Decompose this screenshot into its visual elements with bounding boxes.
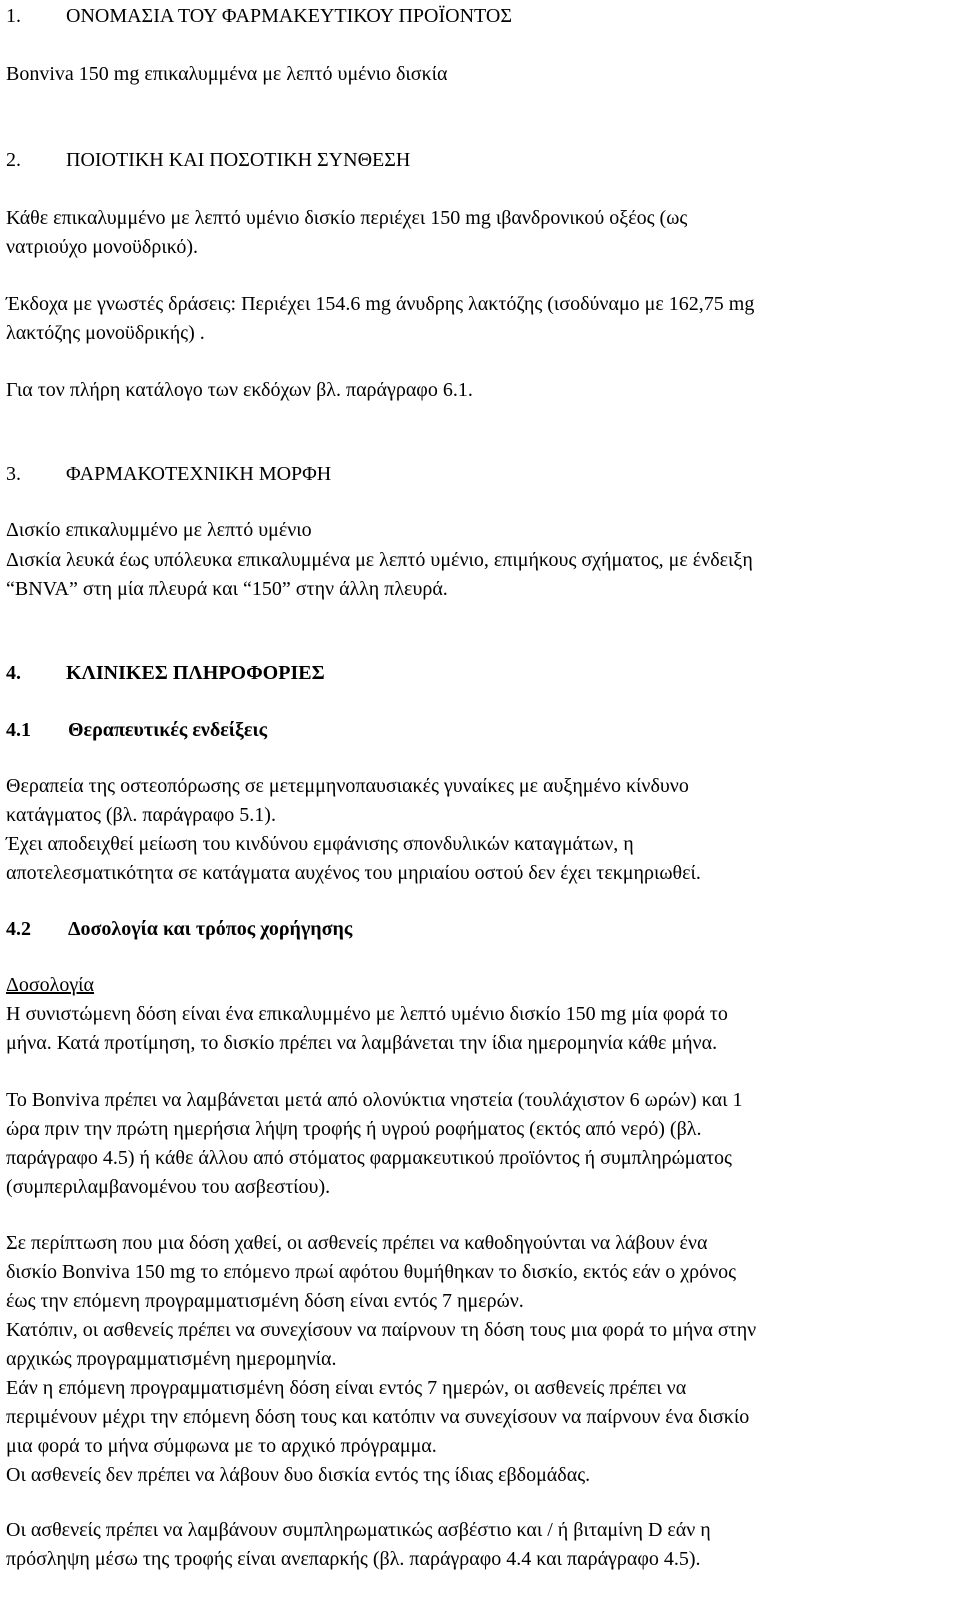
section-4-1-number: 4.1	[6, 719, 31, 741]
section-4-2-title: Δοσολογία και τρόπος χορήγησης	[68, 918, 353, 940]
paragraph-line: Κατόπιν, οι ασθενείς πρέπει να συνεχίσουν να παίρνουν τη δόση τους μια φορά το μήνα στην	[6, 1319, 757, 1341]
section-2-title: ΠΟΙΟΤΙΚΗ ΚΑΙ ΠΟΣΟΤΙΚΗ ΣΥΝΘΕΣΗ	[66, 149, 411, 171]
paragraph-line: λακτόζης μονοϋδρικής) .	[6, 322, 205, 344]
paragraph-line: Σε περίπτωση που μια δόση χαθεί, οι ασθενείς πρέπει να καθοδηγούνται να λάβουν ένα	[6, 1232, 708, 1254]
paragraph-line: μήνα. Κατά προτίμηση, το δισκίο πρέπει να λαμβάνεται την ίδια ημερομηνία κάθε μήνα.	[6, 1032, 718, 1054]
paragraph-line: Θεραπεία της οστεοπόρωσης σε μετεμμηνοπαυσιακές γυναίκες με αυξημένο κίνδυνο	[6, 775, 689, 797]
paragraph-line: Εάν η επόμενη προγραμματισμένη δόση είναι εντός 7 ημερών, οι ασθενείς πρέπει να	[6, 1377, 687, 1399]
paragraph-line: παράγραφο 4.5) ή κάθε άλλου από στόματος φαρμακευτικού προϊόντος ή συμπληρώματος	[6, 1147, 732, 1169]
paragraph-line: έως την επόμενη προγραμματισμένη δόση είναι εντός 7 ημερών.	[6, 1290, 524, 1312]
section-4-2-number: 4.2	[6, 918, 31, 940]
paragraph-line: “BNVA” στη μία πλευρά και “150” στην άλλη πλευρά.	[6, 578, 448, 600]
section-4-1-title: Θεραπευτικές ενδείξεις	[68, 719, 268, 741]
paragraph-line: Έκδοχα με γνωστές δράσεις: Περιέχει 154.6 mg άνυδρης λακτόζης (ισοδύναμο με 162,75 mg	[6, 293, 755, 315]
section-3-title: ΦΑΡΜΑΚΟΤΕΧΝΙΚΗ ΜΟΡΦΗ	[66, 463, 332, 485]
paragraph-line: Έχει αποδειχθεί μείωση του κινδύνου εμφάνισης σπονδυλικών καταγμάτων, η	[6, 833, 634, 855]
section-3-number: 3.	[6, 463, 21, 485]
section-2-number: 2.	[6, 149, 21, 171]
paragraph-line: αποτελεσματικότητα σε κατάγματα αυχένος του μηριαίου οστού δεν έχει τεκμηριωθεί.	[6, 862, 701, 884]
subheading-dosologia: Δοσολογία	[6, 974, 95, 996]
paragraph-line: νατριούχο μονοϋδρικό).	[6, 236, 199, 258]
paragraph-line: αρχικώς προγραμματισμένη ημερομηνία.	[6, 1348, 337, 1370]
paragraph-line: δισκίο Bonviva 150 mg το επόμενο πρωί αφότου θυμήθηκαν το δισκίο, εκτός εάν ο χρόνος	[6, 1261, 737, 1283]
paragraph-line: Bonviva 150 mg επικαλυμμένα με λεπτό υμένιο δισκία	[6, 63, 448, 85]
section-4-title: ΚΛΙΝΙΚΕΣ ΠΛΗΡΟΦΟΡΙΕΣ	[66, 662, 325, 684]
paragraph-line: Οι ασθενείς δεν πρέπει να λάβουν δυο δισκία εντός της ίδιας εβδομάδας.	[6, 1464, 591, 1486]
paragraph-line: περιμένουν μέχρι την επόμενη δόση τους και κατόπιν να συνεχίσουν να παίρνουν ένα δισκίο	[6, 1406, 750, 1428]
section-1-title: ΟΝΟΜΑΣΙΑ ΤΟΥ ΦΑΡΜΑΚΕΥΤΙΚΟΥ ΠΡΟΪΟΝΤΟΣ	[66, 5, 512, 27]
section-4-heading	[6, 661, 325, 685]
paragraph-line: Η συνιστώμενη δόση είναι ένα επικαλυμμένο με λεπτό υμένιο δισκίο 150 mg μία φορά το	[6, 1003, 728, 1025]
paragraph-line: Για τον πλήρη κατάλογο των εκδόχων βλ. παράγραφο 6.1.	[6, 379, 473, 401]
paragraph-line: (συμπεριλαμβανομένου του ασβεστίου).	[6, 1176, 331, 1198]
section-1-number: 1.	[6, 5, 21, 27]
paragraph-line: Κάθε επικαλυμμένο με λεπτό υμένιο δισκίο περιέχει 150 mg ιβανδρονικού οξέος (ως	[6, 207, 688, 229]
section-2-heading	[6, 148, 410, 172]
paragraph-line: Δισκίο επικαλυμμένο με λεπτό υμένιο	[6, 519, 312, 541]
section-4-2-heading	[6, 917, 352, 941]
paragraph-line: μια φορά το μήνα σύμφωνα με το αρχικό πρόγραμμα.	[6, 1435, 437, 1457]
section-4-number: 4.	[6, 662, 21, 684]
paragraph-line: κατάγματος (βλ. παράγραφο 5.1).	[6, 804, 276, 826]
paragraph-line: πρόσληψη μέσω της τροφής είναι ανεπαρκής (βλ. παράγραφο 4.4 και παράγραφο 4.5).	[6, 1548, 701, 1570]
section-1-heading	[6, 4, 512, 28]
paragraph-line: Οι ασθενείς πρέπει να λαμβάνουν συμπληρωματικώς ασβέστιο και / ή βιταμίνη D εάν η	[6, 1519, 711, 1541]
paragraph-line: Δισκία λευκά έως υπόλευκα επικαλυμμένα με λεπτό υμένιο, επιμήκους σχήματος, με ένδειξη	[6, 549, 753, 571]
section-3-heading	[6, 462, 331, 486]
paragraph-line: ώρα πριν την πρώτη ημερήσια λήψη τροφής ή υγρού ροφήματος (εκτός από νερό) (βλ.	[6, 1118, 702, 1140]
paragraph-line: Το Bonviva πρέπει να λαμβάνεται μετά από ολονύκτια νηστεία (τουλάχιστον 6 ωρών) και 1	[6, 1089, 743, 1111]
section-4-1-heading	[6, 718, 267, 742]
